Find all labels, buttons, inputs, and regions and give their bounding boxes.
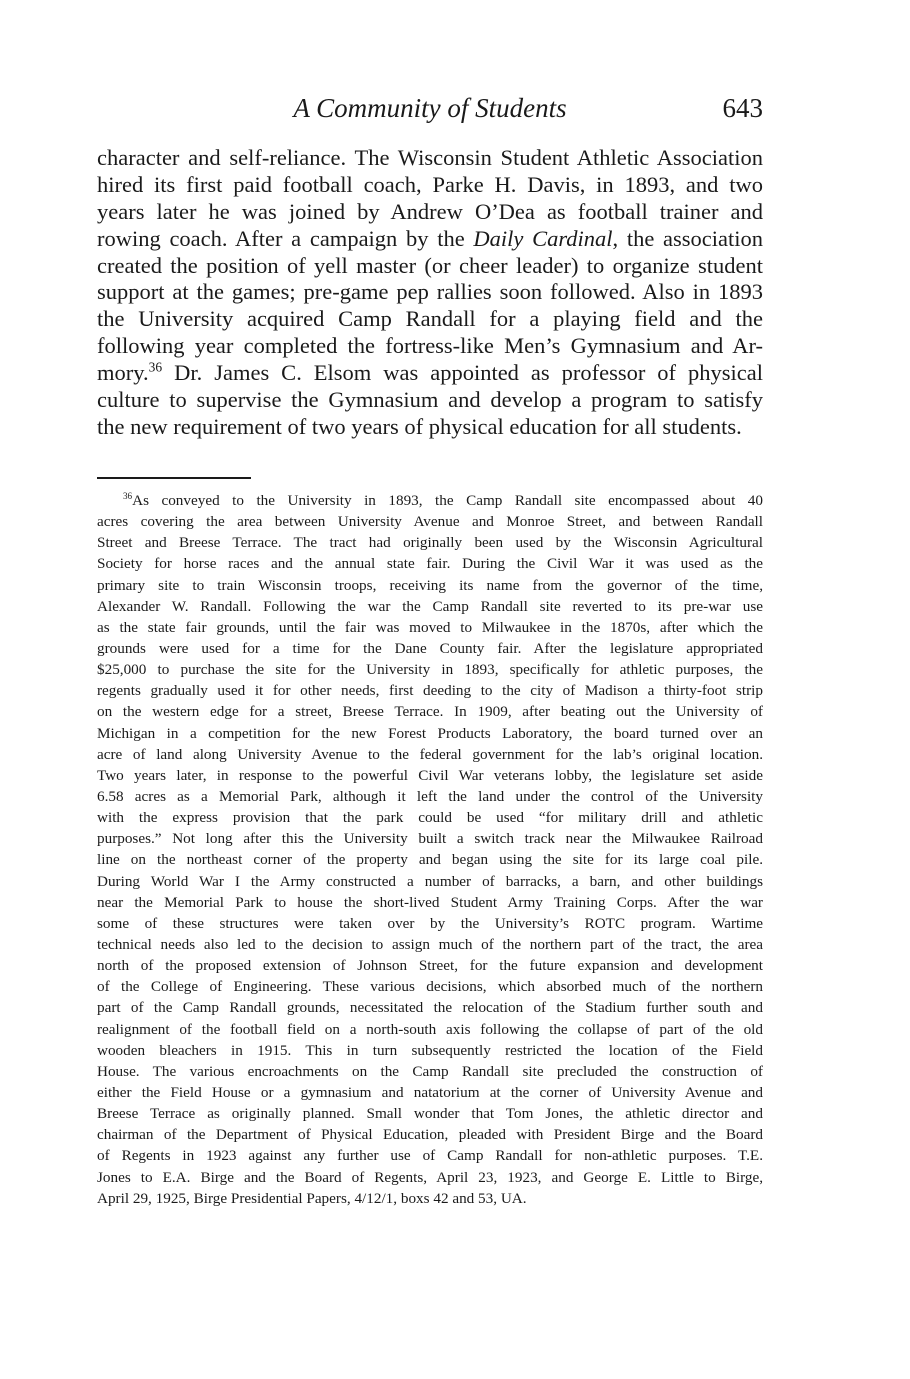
footnote-line: with the express provision that the park could be used “for military drill and athletic bbox=[97, 809, 763, 827]
text-line: following year completed the fortress-like Men’s Gymnasium and Ar- bbox=[97, 333, 763, 359]
footnote-line: Two years later, in response to the powerful Civil War veterans lobby, the legislature set aside bbox=[97, 766, 763, 784]
footnote-line: House. The various encroachments on the Camp Randall site precluded the construction of bbox=[97, 1062, 763, 1080]
footnote-line: Jones to E.A. Birge and the Board of Regents, April 23, 1923, and George E. Little to Birge, bbox=[97, 1168, 763, 1186]
footnote-line: Alexander W. Randall. Following the war the Camp Randall site reverted to its pre-war use bbox=[97, 597, 763, 615]
footnote-line: primary site to train Wisconsin troops, receiving its name from the governor of the time, bbox=[97, 576, 763, 594]
page-number: 643 bbox=[722, 93, 763, 123]
footnote-line: near the Memorial Park to house the short-lived Student Army Training Corps. After the war bbox=[97, 893, 763, 911]
footnote-line: chairman of the Department of Physical Education, pleaded with President Birge and the Board bbox=[97, 1126, 763, 1144]
text-line bbox=[97, 360, 763, 387]
footnote-line: on the western edge for a street, Breese Terrace. In 1909, after beating out the University of bbox=[97, 703, 763, 721]
text-line: support at the games; pre-game pep rallies soon followed. Also in 1893 bbox=[97, 279, 763, 305]
text-segment: rowing coach. After a campaign by the bbox=[97, 225, 474, 251]
footnote-line: Society for horse races and the annual state fair. During the Civil War it was used as the bbox=[97, 555, 763, 573]
footnote-line bbox=[97, 490, 763, 511]
footnote-line: Street and Breese Terrace. The tract had originally been used by the Wisconsin Agricultural bbox=[97, 534, 763, 552]
footnote-line: During World War I the Army constructed a number of barracks, a barn, and other buildings bbox=[97, 872, 763, 890]
footnote bbox=[97, 490, 763, 1209]
footnote-line: acres covering the area between University Avenue and Monroe Street, and between Randall bbox=[97, 513, 763, 531]
footnote-line: wooden bleachers in 1915. This in turn subsequently restricted the location of the Field bbox=[97, 1041, 763, 1059]
running-title: A Community of Students bbox=[293, 93, 567, 123]
text-segment: , the association bbox=[612, 225, 764, 251]
footnote-line: realignment of the football field on a north-south axis following the collapse of part of the old bbox=[97, 1020, 763, 1038]
text-line: hired its first paid football coach, Parke H. Davis, in 1893, and two bbox=[97, 171, 763, 197]
footnote-line: some of these structures were taken over by the University’s ROTC program. Wartime bbox=[97, 914, 763, 932]
text-line: the new requirement of two years of physical education for all students. bbox=[97, 413, 742, 439]
text-segment: Dr. James C. Elsom was appointed as professor of physical bbox=[162, 360, 763, 386]
text-line: years later he was joined by Andrew O’Dea as football trainer and bbox=[97, 198, 763, 224]
footnote-line: north of the proposed extension of Johnson Street, for the future expansion and development bbox=[97, 957, 763, 975]
footnote-line: line on the northeast corner of the property and began using the site for its large coal pile. bbox=[97, 851, 763, 869]
newspaper-title: Daily Cardinal bbox=[473, 225, 613, 251]
footnote-line: of the College of Engineering. These various decisions, which absorbed much of the northern bbox=[97, 978, 763, 996]
text-line: created the position of yell master (or cheer leader) to organize student bbox=[97, 252, 763, 278]
footnote-divider bbox=[97, 477, 251, 479]
footnote-line: of Regents in 1923 against any further use of Camp Randall for non-athletic purposes. T.E. bbox=[97, 1147, 763, 1165]
text-segment: As conveyed to the University in 1893, the Camp Randall site encompassed about 40 bbox=[132, 492, 763, 509]
footnote-number: 36 bbox=[123, 490, 133, 501]
footnote-line: purposes.” Not long after this the University built a switch track near the Milwaukee Railroad bbox=[97, 830, 763, 848]
text-segment: mory. bbox=[97, 360, 149, 386]
footnote-line: grounds were used for a time for the Dane County fair. After the legislature appropriated bbox=[97, 639, 763, 657]
text-line: culture to supervise the Gymnasium and develop a program to satisfy bbox=[97, 387, 763, 413]
text-line bbox=[97, 226, 763, 253]
text-line: character and self-reliance. The Wisconsin Student Athletic Association bbox=[97, 145, 763, 170]
footnote-line: acre of land along University Avenue to the federal government for the lab’s original location. bbox=[97, 745, 763, 763]
footnote-line: Breese Terrace as originally planned. Small wonder that Tom Jones, the athletic director and bbox=[97, 1105, 763, 1123]
footnote-line: as the state fair grounds, until the fair was moved to Milwaukee in the 1870s, after which the bbox=[97, 618, 763, 636]
page-header bbox=[97, 88, 763, 128]
footnote-line: April 29, 1925, Birge Presidential Papers, 4/12/1, boxs 42 and 53, UA. bbox=[97, 1189, 527, 1207]
footnote-line: 6.58 acres as a Memorial Park, although it left the land under the control of the University bbox=[97, 787, 763, 805]
footnote-line: part of the Camp Randall grounds, necessitated the relocation of the Stadium further south and bbox=[97, 999, 763, 1017]
footnote-line: Michigan in a competition for the new Forest Products Laboratory, the board turned over an bbox=[97, 724, 763, 742]
footnote-line: technical needs also led to the decision to assign much of the northern part of the tract, the area bbox=[97, 935, 763, 953]
body-paragraph bbox=[97, 145, 763, 441]
footnote-line: $25,000 to purchase the site for the University in 1893, specifically for athletic purposes, the bbox=[97, 661, 763, 679]
footnote-line: either the Field House or a gymnasium and natatorium at the corner of University Avenue and bbox=[97, 1083, 763, 1101]
footnote-line: regents gradually used it for other needs, first deeding to the city of Madison a thirty-foot strip bbox=[97, 682, 763, 700]
text-line: the University acquired Camp Randall for a playing field and the bbox=[97, 306, 763, 332]
footnote-reference: 36 bbox=[148, 359, 163, 375]
